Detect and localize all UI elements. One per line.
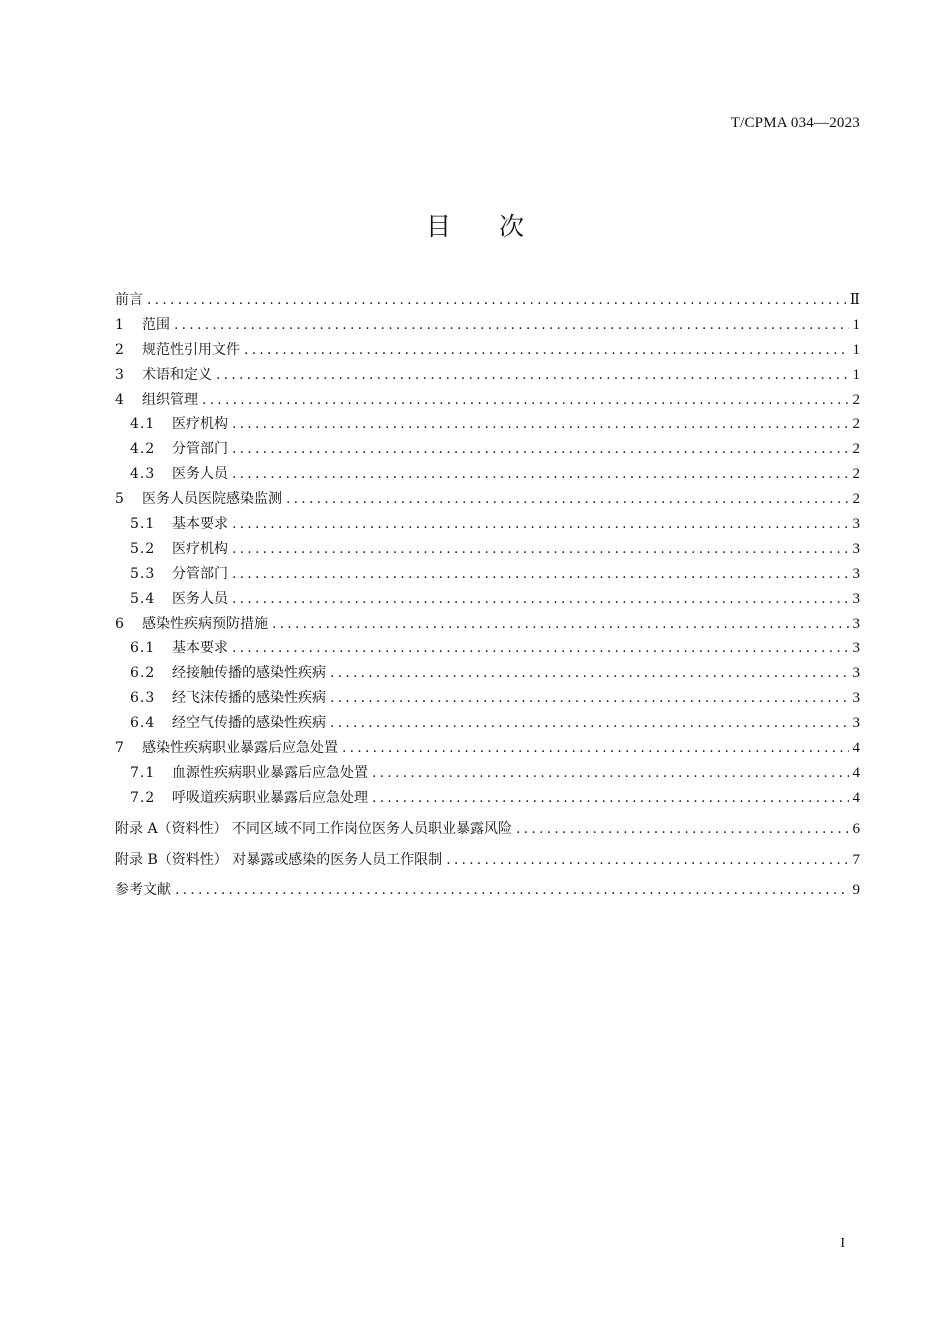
- toc-leader-dots: [516, 817, 848, 842]
- toc-entry-label: 医疗机构: [172, 416, 228, 433]
- toc-leader-dots: [202, 388, 849, 413]
- toc-entry-label: 经接触传播的感染性疾病: [172, 665, 326, 682]
- toc-entry-number: 4: [115, 391, 124, 408]
- toc-entry-page: 1: [852, 366, 860, 383]
- toc-entry-5[interactable]: [115, 487, 860, 512]
- toc-entry-7[interactable]: [115, 736, 860, 761]
- toc-entry-1[interactable]: [115, 313, 860, 338]
- toc-entry-page: Ⅱ: [849, 292, 860, 308]
- toc-entry-number: 6.2: [130, 665, 156, 682]
- toc-entry-number: 7.1: [130, 764, 156, 781]
- toc-entry-label: 经空气传播的感染性疾病: [172, 715, 326, 732]
- toc-entry-number: 6.3: [130, 690, 156, 707]
- toc-entry-number: 4.3: [130, 466, 156, 483]
- toc-leader-dots: [174, 313, 849, 338]
- toc-entry-page: 2: [852, 491, 860, 508]
- toc-leader-dots: [175, 878, 849, 903]
- toc-entry-label: 感染性疾病职业暴露后应急处置: [142, 740, 338, 757]
- toc-entry-page: 6: [852, 820, 860, 837]
- toc-entry-page: 4: [852, 764, 860, 781]
- toc-leader-dots: [232, 437, 849, 462]
- toc-leader-dots: [147, 288, 846, 313]
- toc-entry-page: 3: [852, 590, 860, 607]
- toc-entry-number: 6.4: [130, 715, 156, 732]
- page-number: I: [840, 1236, 845, 1251]
- toc-entry-page: 2: [852, 466, 860, 483]
- toc-entry-page: 3: [852, 640, 860, 657]
- toc-entry-page: 9: [852, 882, 860, 899]
- toc-leader-dots: [232, 562, 849, 587]
- toc-entry-number: 6: [115, 615, 124, 632]
- toc-title: 目次: [425, 212, 572, 241]
- toc-entry-6-4[interactable]: [115, 711, 860, 736]
- toc-entry-number: 5.1: [130, 516, 156, 533]
- toc-leader-dots: [272, 612, 849, 637]
- table-of-contents: [115, 288, 860, 903]
- toc-entry-page: 7: [852, 851, 860, 868]
- toc-leader-dots: [232, 512, 849, 537]
- toc-entry-3[interactable]: [115, 363, 860, 388]
- toc-entry-number: 5: [115, 491, 124, 508]
- toc-entry-label: 经飞沫传播的感染性疾病: [172, 690, 326, 707]
- toc-leader-dots: [330, 661, 849, 686]
- toc-leader-dots: [232, 462, 849, 487]
- toc-entry-page: 3: [852, 690, 860, 707]
- toc-entry-label: 术语和定义: [142, 366, 212, 383]
- toc-entry-page: 3: [852, 565, 860, 582]
- toc-leader-dots: [286, 487, 849, 512]
- toc-leader-dots: [232, 537, 849, 562]
- toc-entry-label: 附录 A（资料性） 不同区域不同工作岗位医务人员职业暴露风险: [115, 820, 513, 837]
- toc-leader-dots: [330, 686, 849, 711]
- toc-leader-dots: [232, 636, 849, 661]
- document-code: T/CPMA 034—2023: [730, 115, 860, 131]
- toc-entry-label: 血源性疾病职业暴露后应急处置: [172, 764, 368, 781]
- toc-entry-page: 1: [852, 341, 860, 358]
- toc-leader-dots: [342, 736, 849, 761]
- toc-entry-7-2[interactable]: [115, 786, 860, 811]
- toc-leader-dots: [232, 412, 849, 437]
- toc-entry-appendix-b[interactable]: [115, 848, 860, 873]
- toc-entry-number: 5.4: [130, 590, 156, 607]
- toc-entry-page: 2: [852, 416, 860, 433]
- toc-leader-dots: [244, 338, 849, 363]
- toc-entry-page: 3: [852, 665, 860, 682]
- toc-entry-label: 参考文献: [115, 882, 171, 899]
- toc-entry-preface[interactable]: [115, 288, 860, 313]
- toc-entry-label: 医务人员: [172, 590, 228, 607]
- toc-entry-4-1[interactable]: [115, 412, 860, 437]
- toc-entry-number: 2: [115, 341, 124, 358]
- toc-entry-5-3[interactable]: [115, 562, 860, 587]
- toc-entry-page: 1: [852, 316, 860, 333]
- toc-leader-dots: [232, 587, 849, 612]
- toc-entry-label: 范围: [142, 316, 170, 333]
- toc-leader-dots: [216, 363, 849, 388]
- toc-entry-label: 基本要求: [172, 640, 228, 657]
- toc-entry-2[interactable]: [115, 338, 860, 363]
- toc-entry-label: 医疗机构: [172, 540, 228, 557]
- toc-leader-dots: [372, 786, 849, 811]
- toc-entry-page: 3: [852, 540, 860, 557]
- toc-entry-label: 分管部门: [172, 441, 228, 458]
- toc-entry-label: 前言: [115, 292, 143, 308]
- toc-entry-5-4[interactable]: [115, 587, 860, 612]
- toc-entry-page: 2: [852, 441, 860, 458]
- toc-entry-6-1[interactable]: [115, 636, 860, 661]
- toc-entry-label: 附录 B（资料性） 对暴露或感染的医务人员工作限制: [115, 851, 443, 868]
- toc-entry-5-1[interactable]: [115, 512, 860, 537]
- toc-entry-number: 7.2: [130, 789, 156, 806]
- toc-entry-label: 组织管理: [142, 391, 198, 408]
- toc-entry-7-1[interactable]: [115, 761, 860, 786]
- toc-entry-4[interactable]: [115, 388, 860, 413]
- toc-entry-4-2[interactable]: [115, 437, 860, 462]
- toc-entry-4-3[interactable]: [115, 462, 860, 487]
- toc-leader-dots: [372, 761, 849, 786]
- toc-entry-6-2[interactable]: [115, 661, 860, 686]
- toc-entry-number: 5.2: [130, 540, 156, 557]
- toc-entry-number: 4.2: [130, 441, 156, 458]
- toc-entry-label: 医务人员: [172, 466, 228, 483]
- toc-entry-label: 规范性引用文件: [142, 341, 240, 358]
- toc-entry-page: 2: [852, 391, 860, 408]
- toc-entry-page: 3: [852, 615, 860, 632]
- toc-entry-label: 呼吸道疾病职业暴露后应急处理: [172, 789, 368, 806]
- toc-entry-number: 4.1: [130, 416, 156, 433]
- toc-entry-label: 分管部门: [172, 565, 228, 582]
- toc-entry-references[interactable]: [115, 878, 860, 903]
- toc-leader-dots: [446, 848, 848, 873]
- toc-entry-number: 6.1: [130, 640, 156, 657]
- toc-entry-label: 基本要求: [172, 516, 228, 533]
- toc-entry-number: 3: [115, 366, 124, 383]
- toc-entry-number: 1: [115, 316, 124, 333]
- toc-entry-label: 医务人员医院感染监测: [142, 491, 282, 508]
- toc-entry-number: 5.3: [130, 565, 156, 582]
- toc-entry-page: 3: [852, 516, 860, 533]
- toc-entry-label: 感染性疾病预防措施: [142, 615, 268, 632]
- toc-entry-number: 7: [115, 740, 124, 757]
- toc-entry-appendix-a[interactable]: [115, 817, 860, 842]
- toc-entry-6-3[interactable]: [115, 686, 860, 711]
- toc-entry-5-2[interactable]: [115, 537, 860, 562]
- toc-entry-page: 4: [852, 740, 860, 757]
- toc-entry-6[interactable]: [115, 612, 860, 637]
- toc-leader-dots: [330, 711, 849, 736]
- toc-entry-page: 4: [852, 789, 860, 806]
- toc-entry-page: 3: [852, 715, 860, 732]
